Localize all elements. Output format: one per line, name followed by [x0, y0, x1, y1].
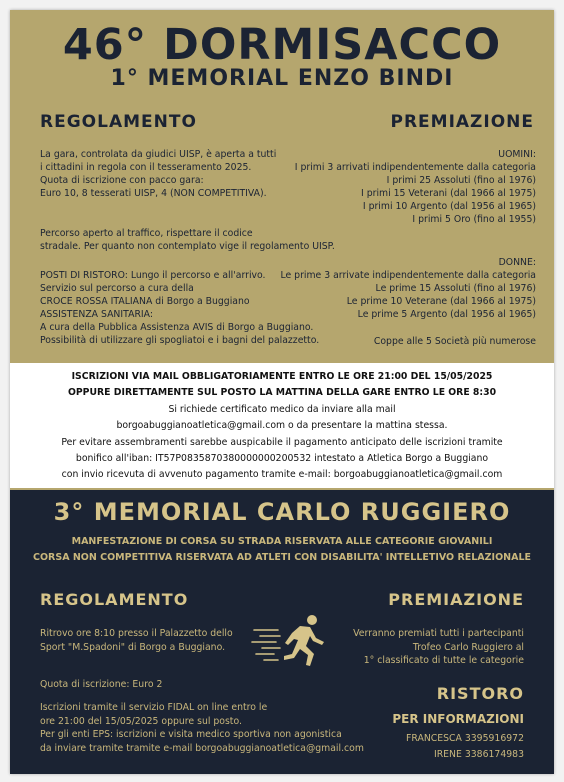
text-line: ASSISTENZA SANITARIA: — [40, 309, 153, 321]
text-line: DONNE: — [498, 257, 536, 268]
text-line: Ritrovo ore 8:10 presso il Palazzetto dello — [40, 628, 233, 639]
ritrovo-text — [40, 627, 233, 654]
info-heading: PER INFORMAZIONI — [392, 712, 524, 726]
text-line: I primi 5 Oro (fino al 1955) — [412, 214, 536, 226]
text-line: Iscrizioni tramite il servizio FIDAL on line entro le — [40, 702, 268, 713]
text-line: i cittadini in regola con il tesseramento 2025. — [40, 162, 252, 174]
iscrizioni-line: Per evitare assembramenti sarebbe auspicabile il pagamento anticipato delle iscrizioni tramite — [61, 436, 503, 448]
premiazione-heading: PREMIAZIONE — [390, 112, 534, 132]
memorial-subtitle-2: CORSA NON COMPETITIVA RISERVATA AD ATLETI CON DISABILITA' INTELLETIVO RELAZIONALE — [32, 552, 531, 563]
spacer — [236, 321, 536, 334]
memorial-premi-text — [353, 627, 524, 668]
text-line: Coppe alle 5 Società più numerose — [373, 335, 536, 347]
text-line: Sport "M.Spadoni" di Borgo a Buggiano. — [40, 641, 226, 653]
text-line: Le prime 5 Argento (dal 1956 al 1965) — [357, 309, 536, 321]
text-line: Possibilità di utilizzare gli spogliatoi e i bagni del palazzetto. — [40, 335, 320, 347]
runner-icon — [250, 612, 330, 670]
text-line: Le prime 15 Assoluti (fino al 1976) — [375, 283, 536, 295]
text-line: 1° classificato di tutte le categorie — [363, 655, 524, 667]
text-line: I primi 3 arrivati indipendentemente dalla categoria — [294, 162, 536, 174]
text-line: La gara, controlata da giudici UISP, è aperta a tutti — [40, 149, 277, 160]
event-poster — [10, 10, 554, 774]
regolamento-heading: REGOLAMENTO — [40, 112, 197, 132]
text-line: I primi 10 Argento (dal 1956 al 1965) — [362, 201, 536, 213]
memorial-title: 3° MEMORIAL CARLO RUGGIERO — [53, 498, 511, 526]
event-subtitle: 1° MEMORIAL ENZO BINDI — [110, 66, 454, 91]
text-line: Euro 10, 8 tesserati UISP, 4 (NON COMPETITIVA). — [40, 188, 267, 200]
iscrizioni-line: borgoabuggianoatletica@gmail.com o da presentare la mattina stessa. — [116, 420, 448, 432]
text-line: Servizio sul percorso a cura della — [40, 283, 194, 295]
text-line: Le prime 10 Veterane (dal 1966 al 1975) — [346, 296, 536, 308]
text-line: Quota di iscrizione con pacco gara: — [40, 175, 204, 187]
text-line: Per gli enti EPS: iscrizioni e visita medico sportiva non agonistica — [40, 729, 342, 741]
premiazione-uomini — [236, 148, 536, 227]
iscrizioni-line: OPPURE DIRETTAMENTE SUL POSTO LA MATTINA DELLA GARE ENTRO LE ORE 8:30 — [67, 387, 497, 399]
contact-line: FRANCESCA 3395916972 — [406, 733, 524, 744]
regolamento-text-2 — [40, 227, 340, 253]
text-line: CROCE ROSSA ITALIANA di Borgo a Buggiano — [40, 296, 250, 308]
text-line: A cura della Pubblica Assistenza AVIS di Borgo a Buggiano. — [40, 322, 314, 334]
ristoro-heading: RISTORO — [436, 684, 524, 703]
contact-line: IRENE 3386174983 — [433, 749, 524, 760]
info-contacts — [406, 731, 524, 763]
text-line: Percorso aperto al traffico, rispettare il codice — [40, 228, 253, 239]
iscrizioni-line: Si richiede certificato medico da inviare alla mail — [168, 403, 396, 415]
memorial-iscrizioni-text — [40, 701, 364, 755]
iscrizioni-line: bonifico all'iban: IT57P0835870380000000200532 intestato a Atletica Borgo a Buggiano — [75, 453, 489, 465]
text-line: Le prime 3 arrivate indipendentemente dalla categoria — [280, 270, 536, 282]
text-line: UOMINI: — [498, 149, 536, 160]
event-title: 46° DORMISACCO — [62, 20, 502, 70]
memorial-regolamento-heading: REGOLAMENTO — [40, 590, 189, 609]
memorial-premiazione-heading: PREMIAZIONE — [388, 590, 524, 609]
quota-text: Quota di iscrizione: Euro 2 — [40, 679, 163, 690]
memorial-subtitle-1: MANFESTAZIONE DI CORSA SU STRADA RISERVATA ALLE CATEGORIE GIOVANILI — [71, 536, 493, 547]
text-line: Trofeo Carlo Ruggiero al — [412, 641, 524, 653]
iscrizioni-box — [10, 363, 554, 488]
text-line: ore 21:00 del 15/05/2025 oppure sul posto. — [40, 715, 242, 727]
iscrizioni-line: ISCRIZIONI VIA MAIL OBBLIGATORIAMENTE ENTRO LE ORE 21:00 DEL 15/05/2025 — [71, 371, 493, 382]
text-line: Verranno premiati tutti i partecipanti — [353, 628, 524, 639]
premiazione-donne — [236, 256, 536, 348]
text-line: I primi 25 Assoluti (fino al 1976) — [386, 175, 536, 187]
text-line: I primi 15 Veterani (dal 1966 al 1975) — [361, 188, 536, 200]
memorial-section — [10, 490, 554, 774]
text-line: stradale. Per quanto non contemplato vige il regolamento UISP. — [40, 241, 335, 253]
iscrizioni-line: con invio ricevuta di avvenuto pagamento tramite e-mail: borgoabuggianoatletica@gmail.com — [61, 469, 503, 481]
text-line: da inviare tramite tramite e-mail borgoabuggianoatletica@gmail.com — [40, 742, 364, 754]
text-line: POSTI DI RISTORO: Lungo il percorso e all'arrivo. — [40, 270, 266, 281]
